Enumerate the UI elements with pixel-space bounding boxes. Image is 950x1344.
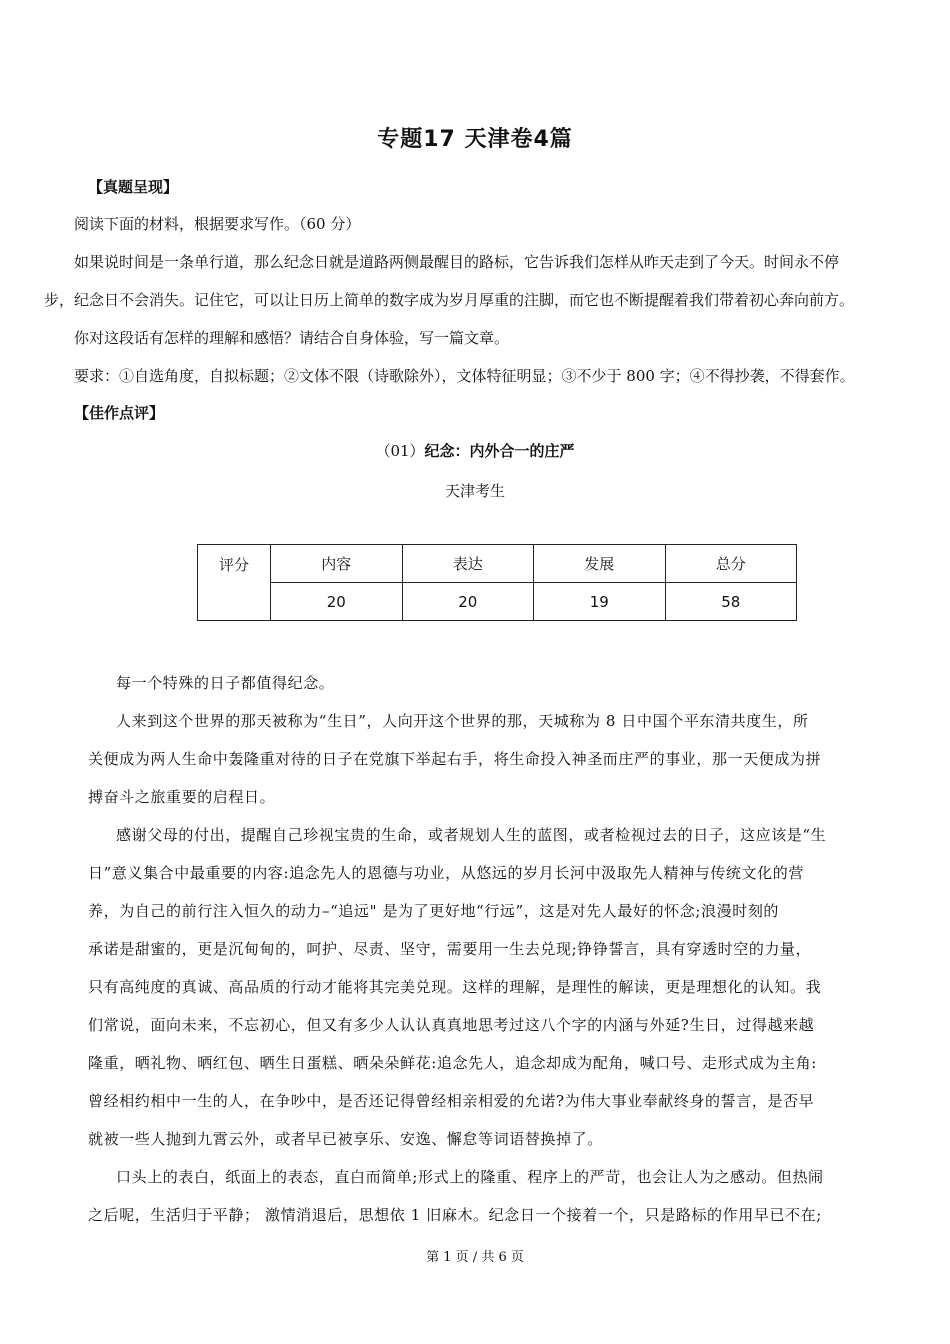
score-header-expression: 表达 [402, 545, 534, 583]
section-heading-real-exam: 【真题呈现】 [88, 178, 179, 196]
section-heading-review: 【佳作点评】 [74, 404, 165, 422]
prompt-intro: 阅读下面的材料，根据要求写作。（60 分） [74, 215, 361, 233]
essay-line: 每一个特殊的日子都值得纪念。 [116, 674, 335, 692]
score-table [197, 544, 797, 621]
essay-line: 之后呢，生活归于平静； 激情消退后，思想依 1 旧麻木。纪念日一个接着一个，只是路标的作用早已不在; [88, 1206, 822, 1224]
score-value-total: 58 [665, 583, 797, 621]
essay-line: 搏奋斗之旅重要的启程日。 [88, 788, 276, 806]
score-header-content: 内容 [271, 545, 403, 583]
score-row-label: 评分 [198, 545, 271, 621]
essay-line: 养，为自己的前行注入恒久的动力–“追远" 是为了更好地“行远”，这是对先人最好的怀念;浪漫时刻的 [88, 902, 780, 920]
prompt-material-line-2: 步，纪念日不会消失。记住它，可以让日历上简单的数字成为岁月厚重的注脚，而它也不断提醒着我们带着初心奔向前方。 [44, 291, 855, 309]
page-title: 专题17 天津卷4篇 [377, 127, 573, 152]
page-footer: 第 1 页 / 共 6 页 [426, 1250, 524, 1265]
score-value-expression: 20 [402, 583, 534, 621]
score-header-total: 总分 [665, 545, 797, 583]
essay-line: 日”意义集合中最重要的内容:追念先人的恩德与功业，从悠远的岁月长河中汲取先人精神与传统文化的营 [88, 864, 804, 882]
essay-author: 天津考生 [444, 482, 505, 500]
essay-line: 只有高纯度的真诚、高品质的行动才能将其完美兑现。这样的理解，是理性的解读，更是理想化的认知。我 [88, 978, 822, 996]
essay-line: 人来到这个世界的那天被称为“生日”，人向开这个世界的那，天城称为 8 日中国个平东清共度生，所 [116, 712, 809, 730]
essay-line: 感谢父母的付出，提醒自己珍视宝贵的生命，或者规划人生的蓝图，或者检视过去的日子，这应该是“生 [116, 826, 827, 844]
essay-line: 曾经相约相中一生的人，在争吵中，是否还记得曾经相亲相爱的允诺?为伟大事业奉献终身的誓言，是否早 [88, 1092, 815, 1110]
essay-line: 们常说，面向未来，不忘初心，但又有多少人认认真真地思考过这八个字的内涵与外延?生日，过得越来越 [88, 1016, 815, 1034]
essay-line: 关便成为两人生命中轰隆重对待的日子在党旗下举起右手，将生命投入神圣而庄严的事业，那一天便成为拼 [88, 750, 822, 768]
prompt-material-line-1: 如果说时间是一条单行道，那么纪念日就是道路两侧最醒目的路标，它告诉我们怎样从昨天走到了今天。时间永不停 [74, 253, 840, 271]
essay-line: 口头上的表白，纸面上的表态，直白而简单;形式上的隆重、程序上的严苛，也会让人为之感动。但热闹 [116, 1168, 824, 1186]
essay-line: 就被一些人抛到九霄云外，或者早已被享乐、安逸、懈怠等词语替换掉了。 [88, 1130, 603, 1148]
score-value-development: 19 [534, 583, 666, 621]
score-header-development: 发展 [534, 545, 666, 583]
prompt-requirements: 要求：①自选角度，自拟标题；②文体不限（诗歌除外），文体特征明显；③不少于 800 字；④不得抄袭，不得套作。 [74, 367, 855, 385]
score-value-content: 20 [271, 583, 403, 621]
essay-line: 隆重，晒礼物、晒红包、晒生日蛋糕、晒朵朵鲜花:追念先人，追念却成为配角，喊口号、走形式成为主角: [88, 1054, 817, 1072]
essay-number: （01） [375, 442, 425, 460]
prompt-question: 你对这段话有怎样的理解和感悟？请结合自身体验，写一篇文章。 [74, 329, 510, 347]
essay-line: 承诺是甜蜜的，更是沉甸甸的，呵护、尽责、坚守，需要用一生去兑现;铮铮誓言，具有穿透时空的力量， [88, 940, 812, 958]
essay-title-line [0, 440, 950, 461]
essay-title: 纪念：内外合一的庄严 [424, 442, 575, 460]
